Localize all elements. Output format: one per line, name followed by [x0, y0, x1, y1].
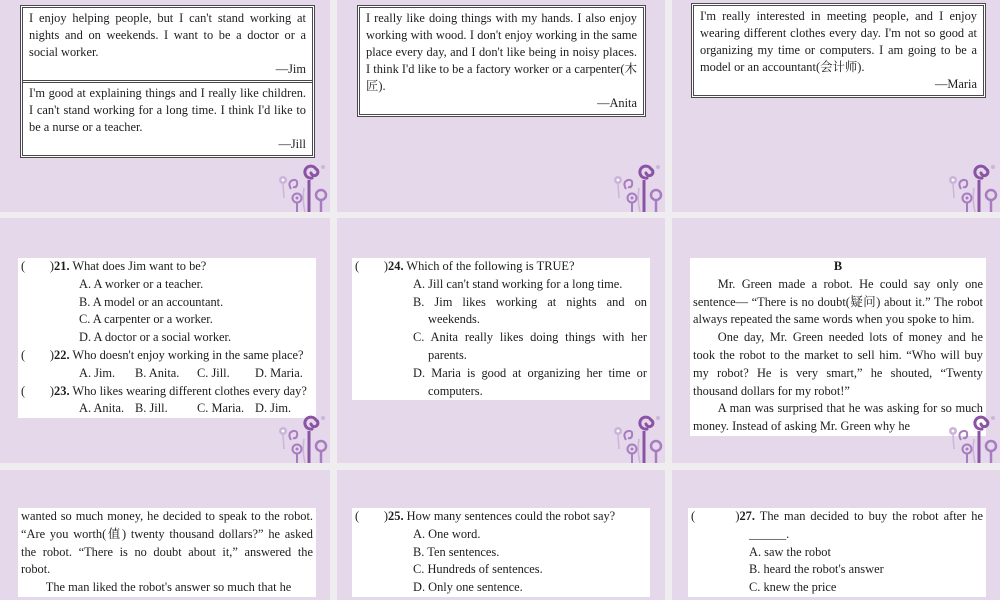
swirl-logo-icon — [946, 158, 1000, 212]
question-number: 23. — [54, 383, 70, 398]
option-d: D. Maria is good at organizing her time or computers. — [413, 365, 647, 398]
question-number: 21. — [54, 259, 70, 273]
quote-jill — [23, 80, 312, 155]
question-panel — [352, 508, 650, 597]
question-25 — [355, 508, 647, 526]
option-list — [749, 544, 983, 597]
slide-thumbnail-6[interactable] — [672, 218, 1000, 463]
quote-text: I'm really interested in meeting people, and I enjoy wearing different clothes every day. I'm not so good at organizing my time or computers. I am going to be a model or an accountant(会计师). — [700, 9, 977, 74]
quote-card — [20, 5, 315, 158]
slide-thumbnail-9[interactable] — [672, 470, 1000, 600]
question-number: 22. — [54, 347, 70, 362]
slide-thumbnail-3[interactable] — [672, 0, 1000, 212]
question-stem: Which of the following is TRUE? — [406, 259, 575, 273]
option-b: B. Jill. — [135, 401, 168, 416]
passage-paragraph: A man was surprised that he was asking for so much money. Instead of asking Mr. Green why he — [693, 401, 983, 434]
quote-signature: —Maria — [935, 77, 977, 91]
option-b: B. Anita. — [135, 365, 180, 380]
swirl-logo-icon — [611, 158, 665, 212]
quote-signature: —Jim — [275, 62, 306, 76]
option-row — [79, 365, 313, 383]
answer-blank: ( ) — [355, 259, 389, 273]
option-list — [413, 526, 647, 597]
question-number: 25. — [388, 509, 404, 523]
answer-blank: ( ) — [691, 509, 740, 523]
option-b: B. heard the robot's answer — [749, 562, 884, 577]
slide-thumbnail-2[interactable] — [337, 0, 665, 212]
question-number: 27. — [739, 509, 755, 523]
option-a: A. Jim. — [79, 365, 116, 380]
option-a: A. Anita. — [79, 401, 125, 416]
passage-paragraph: Mr. Green made a robot. He could say only one sentence— “There is no doubt(疑问) about it.” The robot always repeated the same words when you spoke to him. — [693, 276, 983, 327]
option-d: D. Maria. — [255, 365, 303, 380]
answer-blank: ( ) — [21, 259, 55, 273]
quote-text: I'm good at explaining things and I really like children. I can't stand working for a long time. I think I'd like to be a nurse or a teacher. — [29, 86, 306, 134]
swirl-logo-icon — [276, 409, 330, 463]
passage-paragraph: wanted so much money, he decided to speak to the robot. “Are you worth(值) twenty thousand dollars?” he asked the robot. “There is no doubt about it,” answered the robot. — [21, 509, 313, 577]
question-stem: How many sentences could the robot say? — [406, 509, 616, 523]
question-22 — [21, 347, 313, 365]
quote-card — [357, 5, 646, 117]
option-c: C. knew the price — [749, 580, 837, 595]
quote-card — [691, 3, 986, 98]
question-panel — [688, 508, 986, 597]
quote-anita — [360, 8, 643, 114]
quote-text: I enjoy helping people, but I can't stand working at nights and on weekends. I want to be a doctor or a social worker. — [29, 11, 306, 59]
swirl-logo-icon — [946, 409, 1000, 463]
option-c: C. Anita really likes doing things with her parents. — [413, 330, 647, 362]
reading-passage — [690, 258, 986, 436]
quote-text: I really like doing things with my hands. I also enjoy working with wood. I don't enjoy working in the same place every day, and I don't like being in noisy places. I think I'd like to be a factory worker or a carpenter(木匠). — [366, 11, 637, 93]
option-c: C. Maria. — [197, 401, 245, 416]
option-c: C. Hundreds of sentences. — [413, 562, 543, 577]
question-panel — [352, 258, 650, 400]
question-27 — [691, 508, 983, 544]
question-24 — [355, 258, 647, 276]
answer-blank: ( ) — [21, 347, 55, 362]
option-c: C. A carpenter or a worker. — [79, 312, 213, 327]
option-b: B. Jim likes working at nights and on weekends. — [413, 294, 647, 327]
passage-paragraph: One day, Mr. Green needed lots of money and he took the robot to the market to sell him. “Who will buy my robot? He is very smart,” he shouted, “Twenty thousand dollars for my robot!” — [693, 330, 983, 398]
question-stem: What does Jim want to be? — [72, 259, 207, 273]
question-stem: Who likes wearing different clothes every day? — [72, 383, 307, 398]
quote-signature: —Jill — [278, 137, 306, 151]
swirl-logo-icon — [611, 409, 665, 463]
option-a: A. One word. — [413, 526, 481, 541]
question-21 — [21, 258, 313, 276]
question-panel — [18, 258, 316, 418]
question-23 — [21, 383, 313, 401]
option-d: D. Jim. — [255, 401, 292, 416]
option-a: A. Jill can't stand working for a long time. — [413, 276, 623, 291]
option-list — [413, 276, 647, 401]
reading-passage — [18, 508, 316, 597]
quote-jim — [23, 8, 312, 80]
section-label: B — [833, 259, 843, 273]
quote-signature: —Anita — [597, 96, 637, 110]
passage-paragraph: The man liked the robot's answer so much that he — [45, 580, 292, 595]
question-stem: The man decided to buy the robot after he ______. — [749, 509, 983, 541]
option-d: D. Only one sentence. — [413, 580, 523, 595]
slide-thumbnail-7[interactable] — [0, 470, 330, 600]
option-d: D. A doctor or a social worker. — [79, 330, 232, 345]
slide-thumbnail-5[interactable] — [337, 218, 665, 463]
option-b: B. A model or an accountant. — [79, 294, 224, 309]
slide-thumbnail-4[interactable] — [0, 218, 330, 463]
question-stem: Who doesn't enjoy working in the same place? — [72, 347, 304, 362]
option-list — [79, 276, 313, 347]
option-a: A. saw the robot — [749, 544, 831, 559]
answer-blank: ( ) — [21, 383, 55, 398]
option-b: B. Ten sentences. — [413, 544, 500, 559]
slide-thumbnail-1[interactable] — [0, 0, 330, 212]
question-number: 24. — [388, 259, 404, 273]
option-c: C. Jill. — [197, 365, 230, 380]
swirl-logo-icon — [276, 158, 330, 212]
answer-blank: ( ) — [355, 509, 389, 523]
slide-thumbnail-8[interactable] — [337, 470, 665, 600]
quote-maria — [694, 6, 983, 95]
option-a: A. A worker or a teacher. — [79, 276, 204, 291]
